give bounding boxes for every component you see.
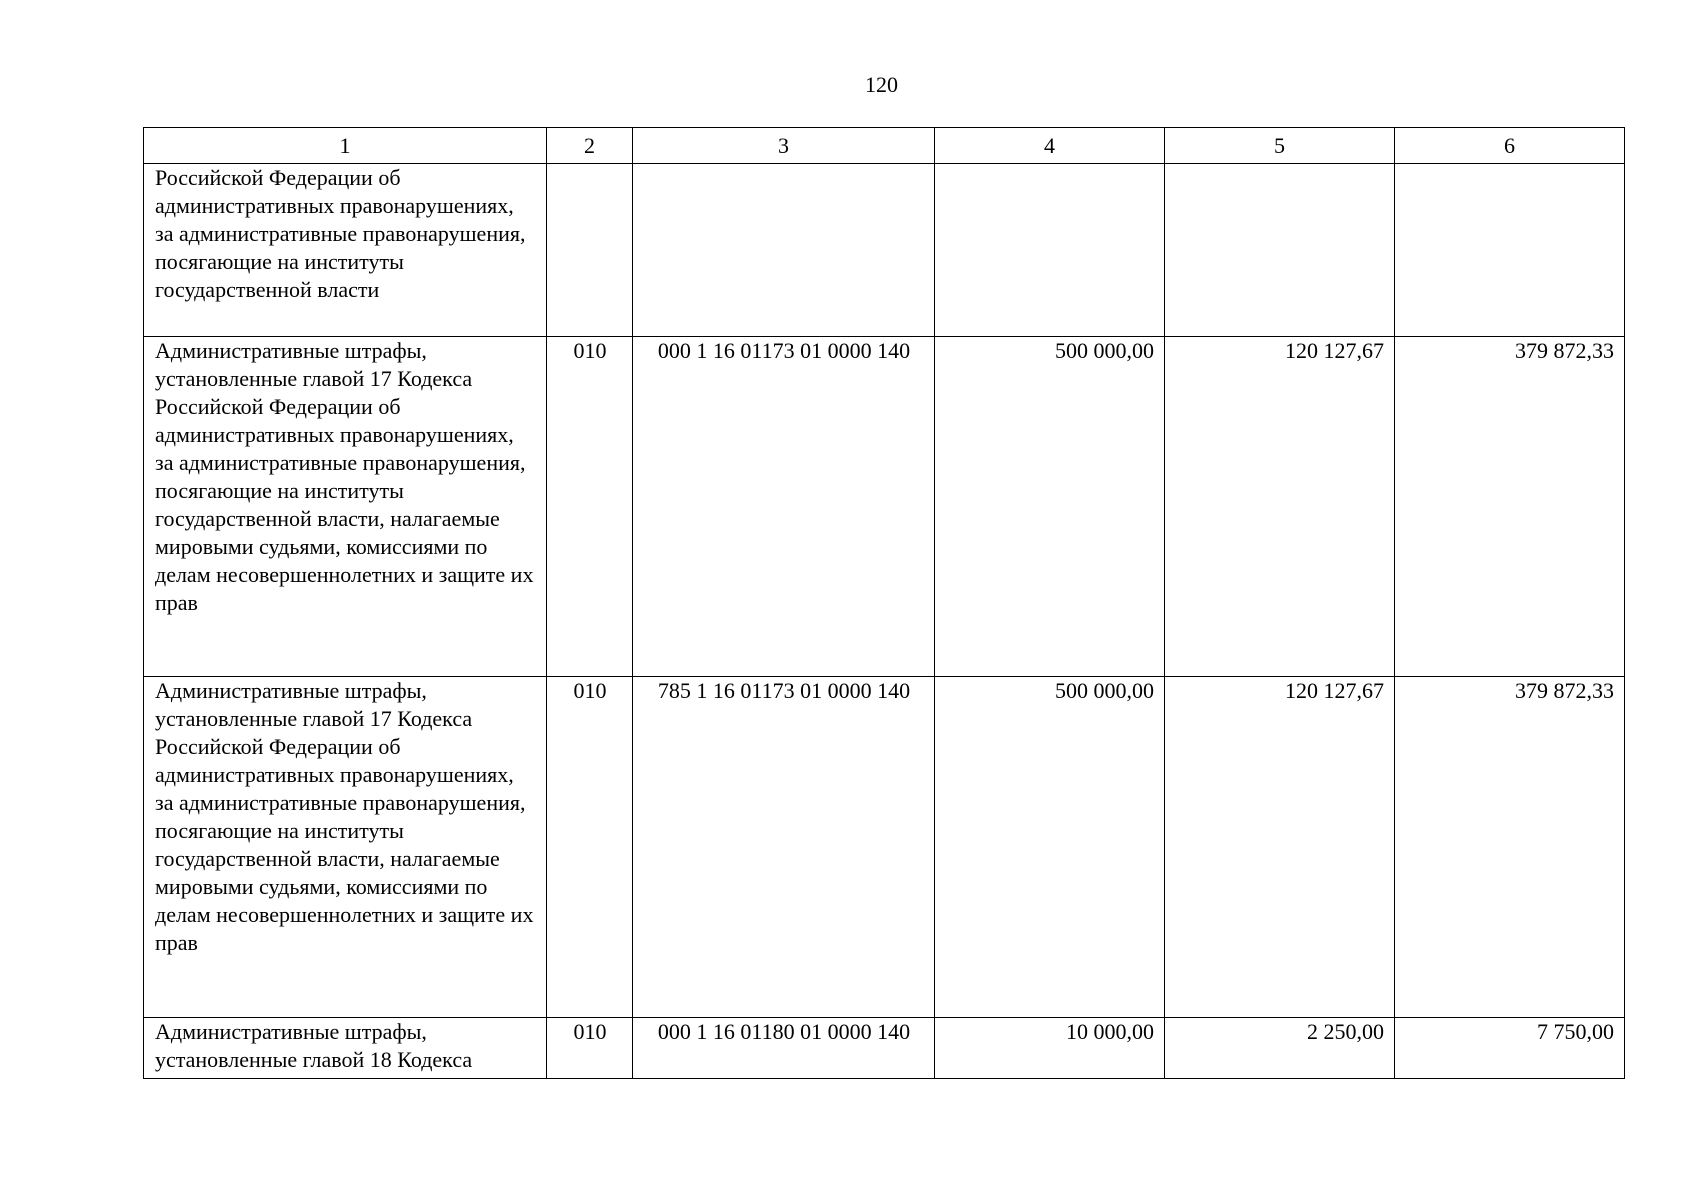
page-number: 120 (865, 72, 898, 97)
column-header-3: 3 (633, 128, 935, 164)
row-name-cell: Административные штрафы, установленные главой 18 Кодекса (144, 1018, 547, 1079)
row-approved-cell: 500 000,00 (935, 677, 1165, 1018)
row-executed-cell: 120 127,67 (1165, 677, 1395, 1018)
table-header-row (144, 128, 1625, 164)
table-row (144, 337, 1625, 677)
row-kbk-cell: 785 1 16 01173 01 0000 140 (633, 677, 935, 1018)
row-approved-cell (935, 164, 1165, 337)
row-remaining-cell (1395, 164, 1625, 337)
row-name-cell: Административные штрафы, установленные главой 17 Кодекса Российской Федерации об административных правонарушениях, за административные правонарушения, посягающие на институты государственной власти, налагаемые мировыми судьями, комиссиями по делам несовершеннолетних и защите их прав (144, 677, 547, 1018)
row-kbk-cell (633, 164, 935, 337)
row-remaining-cell: 7 750,00 (1395, 1018, 1625, 1079)
row-code-cell: 010 (547, 337, 633, 677)
table-row (144, 1018, 1625, 1079)
column-header-6: 6 (1395, 128, 1625, 164)
row-name-cell: Российской Федерации об административных правонарушениях, за административные правонарушения, посягающие на институты государственной власти (144, 164, 547, 337)
row-remaining-cell: 379 872,33 (1395, 337, 1625, 677)
column-header-2: 2 (547, 128, 633, 164)
row-code-cell (547, 164, 633, 337)
row-remaining-cell: 379 872,33 (1395, 677, 1625, 1018)
row-code-cell: 010 (547, 1018, 633, 1079)
budget-table (143, 127, 1625, 1079)
row-approved-cell: 500 000,00 (935, 337, 1165, 677)
row-executed-cell: 120 127,67 (1165, 337, 1395, 677)
row-name-cell: Административные штрафы, установленные главой 17 Кодекса Российской Федерации об административных правонарушениях, за административные правонарушения, посягающие на институты государственной власти, налагаемые мировыми судьями, комиссиями по делам несовершеннолетних и защите их прав (144, 337, 547, 677)
table-row (144, 164, 1625, 337)
row-executed-cell: 2 250,00 (1165, 1018, 1395, 1079)
row-code-cell: 010 (547, 677, 633, 1018)
column-header-5: 5 (1165, 128, 1395, 164)
row-kbk-cell: 000 1 16 01173 01 0000 140 (633, 337, 935, 677)
column-header-4: 4 (935, 128, 1165, 164)
column-header-1: 1 (144, 128, 547, 164)
table-row (144, 677, 1625, 1018)
row-executed-cell (1165, 164, 1395, 337)
row-approved-cell: 10 000,00 (935, 1018, 1165, 1079)
row-kbk-cell: 000 1 16 01180 01 0000 140 (633, 1018, 935, 1079)
